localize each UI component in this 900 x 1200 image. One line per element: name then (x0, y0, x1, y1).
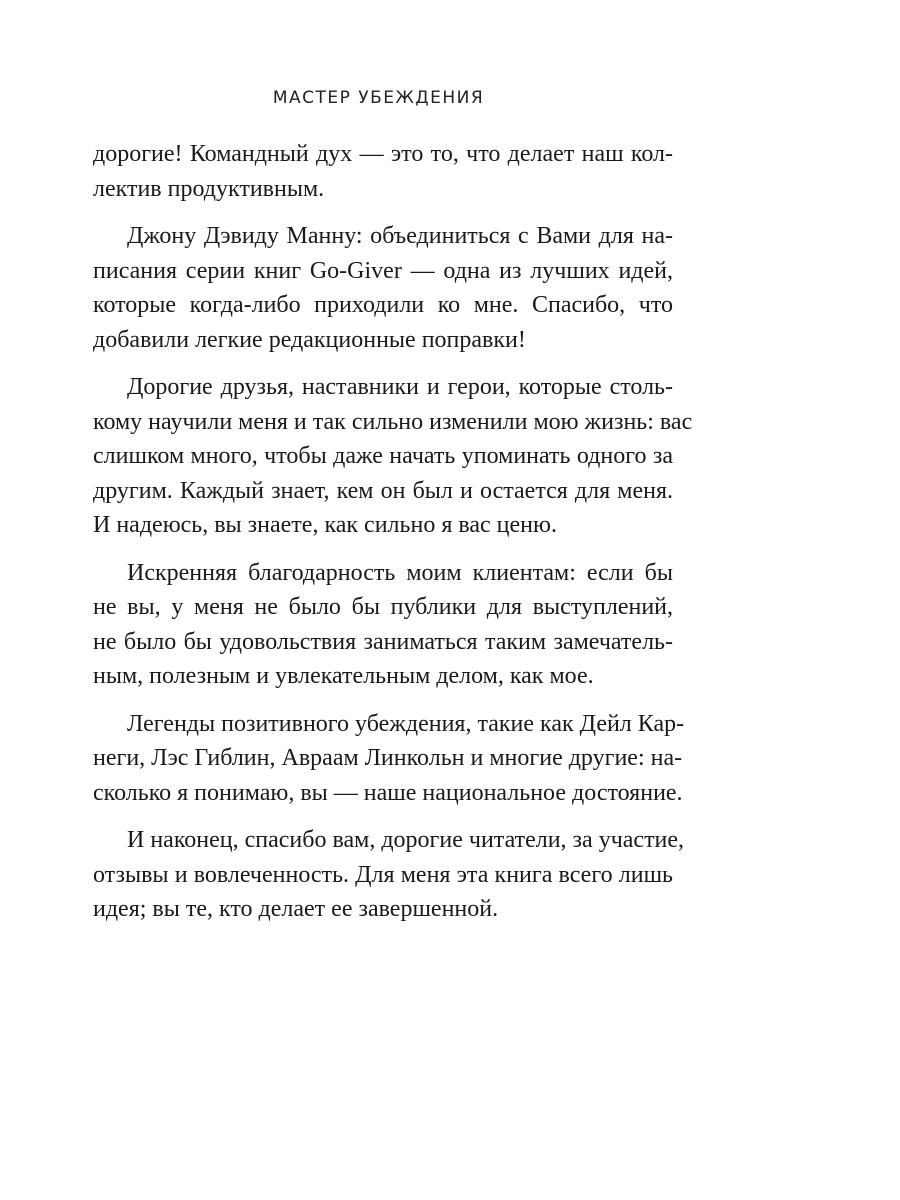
text-line: слишком много, чтобы даже начать упоминать одного за (93, 443, 673, 469)
text-line: дорогие! Командный дух — это то, что делает наш кол- (93, 141, 673, 167)
text-line: писания серии книг Go-Giver — одна из лучших идей, (93, 257, 673, 284)
text-line: другим. Каждый знает, кем он был и остается для меня. (93, 477, 673, 504)
running-head: МАСТЕР УБЕЖДЕНИЯ (272, 88, 485, 108)
text-line: Дорогие друзья, наставники и герои, которые столь- (127, 374, 673, 400)
text-line: Джону Дэвиду Манну: объединиться с Вами для на- (127, 223, 673, 249)
paragraph-5 (93, 707, 685, 811)
text-line: И надеюсь, вы знаете, как сильно я вас ценю. (93, 512, 557, 538)
text-line: которые когда-либо приходили ко мне. Спасибо, что (93, 292, 673, 318)
text-line: Искренняя благодарность моим клиентам: если бы (127, 559, 673, 586)
text-line: не вы, у меня не было бы публики для выступлений, (93, 594, 673, 620)
paragraph-2 (93, 219, 673, 357)
text-line: добавили легкие редакционные поправки! (93, 326, 526, 353)
paragraph-4 (93, 556, 673, 694)
text-line: сколько я понимаю, вы — наше национальное достояние. (93, 779, 683, 806)
text-line: кому научили меня и так сильно изменили мою жизнь: вас (93, 408, 693, 435)
text-line: идея; вы те, кто делает ее завершенной. (93, 896, 499, 922)
text-line: Легенды позитивного убеждения, такие как Дейл Кар- (127, 710, 685, 737)
text-line: лектив продуктивным. (93, 175, 325, 202)
text-line: ным, полезным и увлекательным делом, как мое. (93, 663, 594, 689)
text-line: не было бы удовольствия заниматься таким замечатель- (93, 628, 673, 655)
text-line: отзывы и вовлеченность. Для меня эта книга всего лишь (93, 861, 673, 888)
paragraph-3 (93, 370, 693, 543)
paragraph-6 (93, 823, 685, 927)
text-line: И наконец, спасибо вам, дорогие читатели, за участие, (127, 827, 685, 853)
body-text (93, 137, 693, 940)
text-line: неги, Лэс Гиблин, Авраам Линкольн и многие другие: на- (93, 745, 683, 771)
paragraph-1 (93, 137, 673, 206)
